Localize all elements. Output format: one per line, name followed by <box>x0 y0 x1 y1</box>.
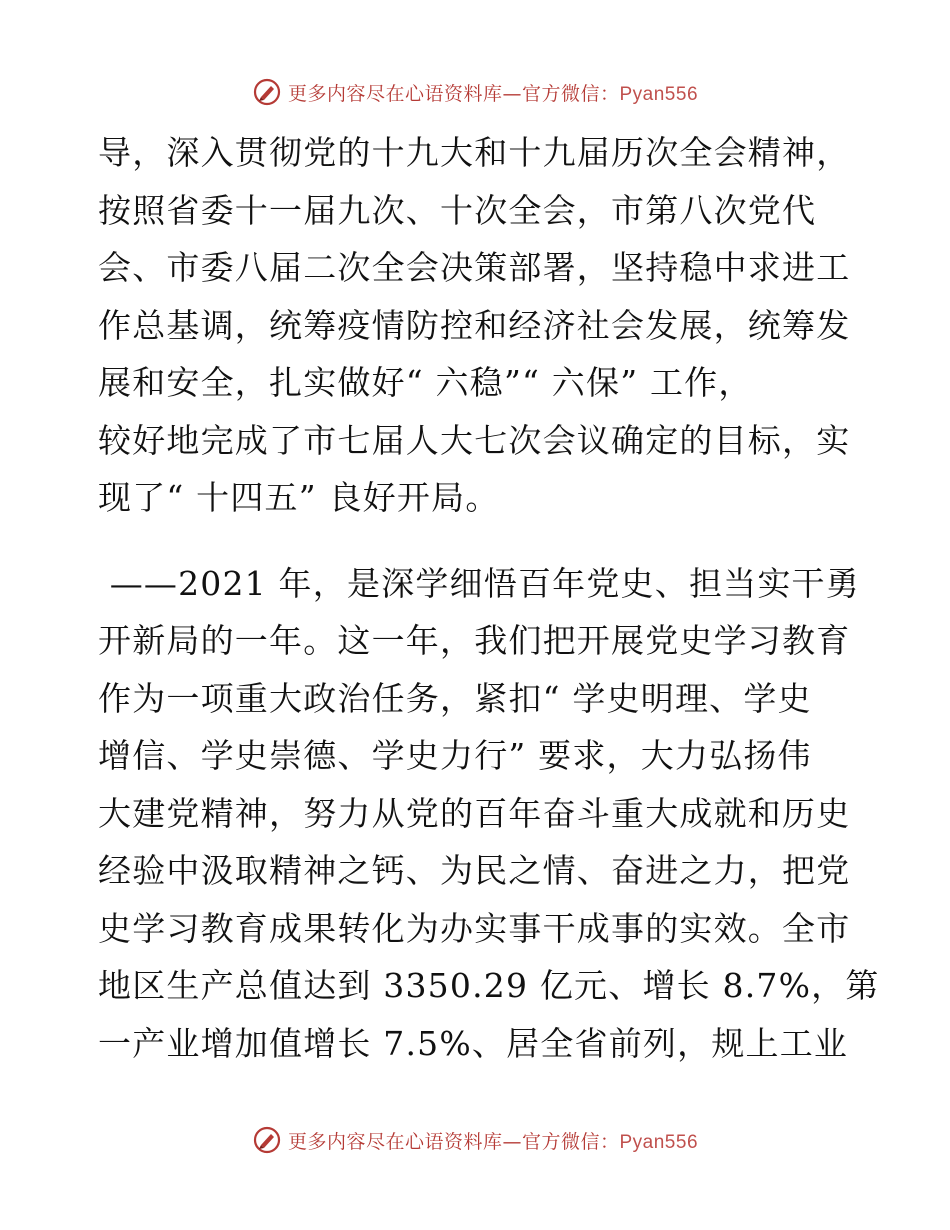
text-line: ——2021 年，是深学细悟百年党史、担当实干勇 <box>98 563 860 603</box>
text-line: 开新局的一年。这一年，我们把开展党史学习教育 <box>98 621 851 660</box>
text-line: 作为一项重大政治任务，紧扣“ 学史明理、学史 <box>98 678 812 718</box>
watermark-text: 更多内容尽在心语资料库—官方微信： <box>287 1130 620 1153</box>
header-watermark <box>0 72 950 112</box>
text-line: 增信、学史崇德、学史力行” 要求，大力弘扬伟 <box>98 736 812 775</box>
paragraph-1 <box>98 124 858 527</box>
text-line: 史学习教育成果转化为办实事干成事的实效。全市 <box>98 908 851 948</box>
text-line: 现了“ 十四五” 良好开局。 <box>98 478 500 517</box>
text-line: 导，深入贯彻党的十九大和十九届历次全会精神， <box>98 133 851 172</box>
text-line: 地区生产总值达到 3350.29 亿元、增长 8.7%，第 <box>98 966 880 1005</box>
watermark-text: 更多内容尽在心语资料库—官方微信： <box>287 82 620 105</box>
text-line: 作总基调，统筹疫情防控和经济社会发展，统筹发 <box>98 305 851 345</box>
watermark-account: Pyan556 <box>619 1131 699 1153</box>
text-line: 经验中汲取精神之钙、为民之情、奋进之力，把党 <box>98 851 851 890</box>
hand-pen-logo-icon <box>252 77 282 107</box>
text-line: 展和安全，扎实做好“ 六稳”“ 六保” 工作， <box>98 363 753 402</box>
text-line: 较好地完成了市七届人大七次会议确定的目标，实 <box>98 420 851 460</box>
watermark-account: Pyan556 <box>619 83 699 105</box>
paragraph-2 <box>98 555 880 1073</box>
text-line: 会、市委八届二次全会决策部署，坚持稳中求进工 <box>98 248 851 287</box>
text-line: 一产业增加值增长 7.5%、居全省前列，规上工业 <box>98 1023 849 1063</box>
footer-watermark <box>0 1120 950 1160</box>
text-line: 按照省委十一届九次、十次全会，市第八次党代 <box>98 190 817 230</box>
hand-pen-logo-icon <box>252 1125 282 1155</box>
text-line: 大建党精神，努力从党的百年奋斗重大成就和历史 <box>98 793 851 833</box>
document-body <box>98 124 880 1072</box>
